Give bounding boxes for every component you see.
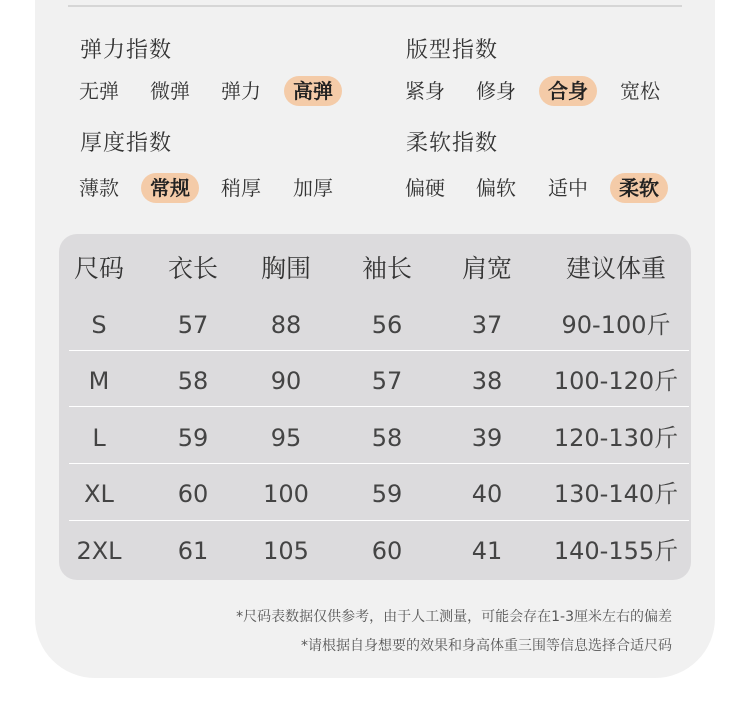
index-option: 紧身 — [405, 79, 445, 103]
index-option-selected: 高弹 — [284, 76, 342, 106]
index-option: 偏硬 — [405, 176, 445, 200]
table-cell: 2XL — [76, 537, 122, 565]
row-divider — [69, 350, 689, 351]
row-divider — [69, 406, 689, 407]
table-row — [59, 466, 691, 522]
table-cell: 61 — [177, 537, 209, 565]
index-title: 厚度指数 — [80, 131, 173, 156]
table-cell: 39 — [471, 424, 503, 452]
index-options — [406, 173, 706, 203]
table-cell: 95 — [270, 424, 302, 452]
size-table — [59, 234, 691, 580]
table-cell: 57 — [371, 367, 403, 395]
row-divider — [69, 463, 689, 464]
index-option: 适中 — [548, 176, 588, 200]
table-cell: 60 — [371, 537, 403, 565]
index-option: 偏软 — [476, 176, 516, 200]
table-row — [59, 410, 691, 466]
table-row — [59, 297, 691, 353]
table-cell: 41 — [471, 537, 503, 565]
index-option: 薄款 — [79, 176, 119, 200]
table-header-row — [59, 241, 691, 297]
table-row — [59, 353, 691, 409]
index-option-selected: 合身 — [539, 76, 597, 106]
table-cell: 59 — [371, 480, 403, 508]
table-cell: S — [91, 311, 107, 339]
table-cell: XL — [84, 480, 114, 508]
table-cell: 38 — [471, 367, 503, 395]
table-cell: 56 — [371, 311, 403, 339]
table-cell: 57 — [177, 311, 209, 339]
thickness-index — [80, 129, 380, 203]
softness-index — [406, 129, 706, 203]
header-cell: 建议体重 — [565, 254, 667, 283]
header-cell: 胸围 — [260, 254, 312, 283]
index-option: 无弹 — [79, 79, 119, 103]
table-row — [59, 523, 691, 579]
table-cell: 60 — [177, 480, 209, 508]
table-cell: 58 — [371, 424, 403, 452]
table-cell: 105 — [263, 537, 309, 565]
row-divider — [69, 520, 689, 521]
index-option: 宽松 — [620, 79, 660, 103]
index-options — [406, 76, 706, 106]
index-option: 稍厚 — [221, 176, 261, 200]
footnote-size-advice: *请根据自身想要的效果和身高体重三围等信息选择合适尺码 — [301, 638, 672, 654]
table-cell: 100-120斤 — [553, 367, 679, 395]
index-title: 版型指数 — [406, 38, 499, 63]
table-cell: M — [88, 367, 110, 395]
table-cell: 140-155斤 — [553, 537, 679, 565]
table-cell: 120-130斤 — [553, 424, 679, 452]
fit-index — [406, 36, 706, 106]
table-cell: 88 — [270, 311, 302, 339]
table-cell: 40 — [471, 480, 503, 508]
index-option: 修身 — [476, 79, 516, 103]
header-cell: 肩宽 — [461, 254, 513, 283]
top-divider — [68, 5, 682, 7]
header-cell: 衣长 — [167, 254, 219, 283]
table-cell: 37 — [471, 311, 503, 339]
index-option-selected: 常规 — [141, 173, 199, 203]
index-title: 弹力指数 — [80, 38, 173, 63]
table-cell: 59 — [177, 424, 209, 452]
header-cell: 尺码 — [73, 254, 125, 283]
table-cell: 58 — [177, 367, 209, 395]
table-cell: 100 — [263, 480, 309, 508]
index-options — [80, 76, 380, 106]
table-cell: 90 — [270, 367, 302, 395]
table-cell: 130-140斤 — [553, 480, 679, 508]
table-cell: 90-100斤 — [561, 311, 671, 339]
index-option: 微弹 — [150, 79, 190, 103]
table-cell: L — [92, 424, 106, 452]
index-option: 加厚 — [293, 176, 333, 200]
footnote-measurement: *尺码表数据仅供参考，由于人工测量，可能会存在1-3厘米左右的偏差 — [236, 609, 672, 625]
index-option-selected: 柔软 — [610, 173, 668, 203]
index-option: 弹力 — [221, 79, 261, 103]
index-title: 柔软指数 — [406, 131, 499, 156]
index-options — [80, 173, 380, 203]
elasticity-index — [80, 36, 380, 106]
header-cell: 袖长 — [361, 254, 413, 283]
